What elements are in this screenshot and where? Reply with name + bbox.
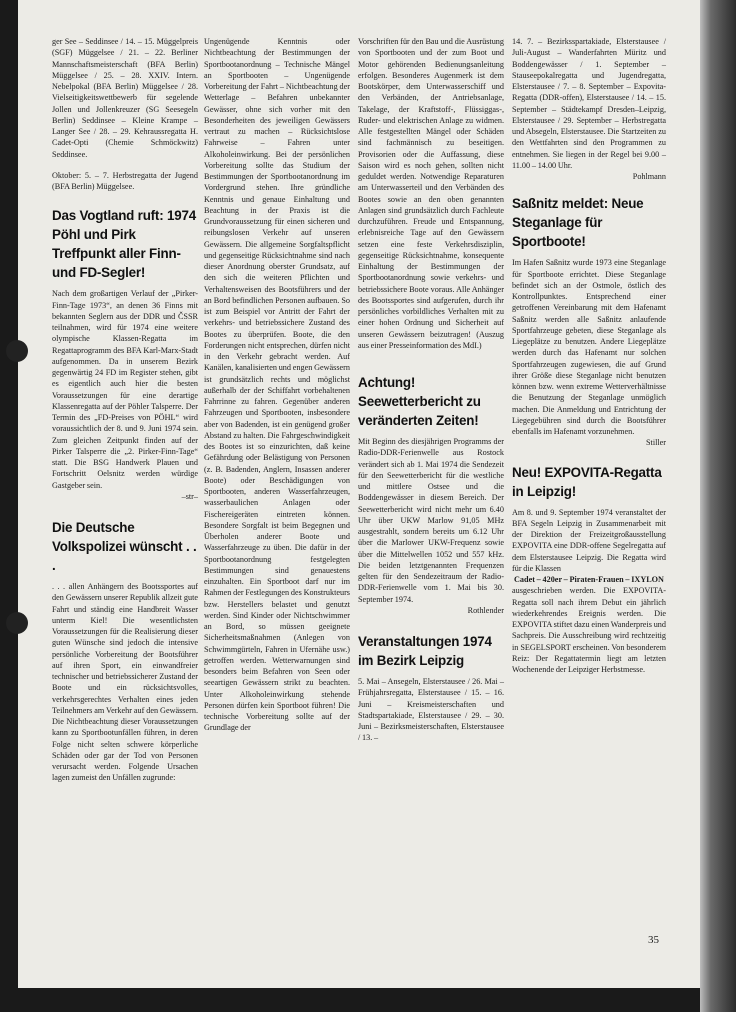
article-volkspolizei-continued (204, 36, 350, 734)
regatta-calendar-berlin (52, 36, 198, 160)
article-veranstaltungen-text: 5. Mai – Ansegeln, Elsterstausee / 26. Mai – Frühjahrsregatta, Elsterstausee / 15. – 16. Juni – Kreismeisterschaften und Stadtspartakiade, Elsterstausee / 29. – 30. Juni – Bezirksmeisterschaften, Elsterstausee / 13. – (358, 677, 504, 743)
article-expovita-text-1: Am 8. und 9. September 1974 veranstaltet der BFA Segeln Leipzig in Zusammenarbeit mit der Direktion der Freizeitgroßausstellung EXPOVITA eine DDR-offene Segelregatta auf dem Elsterstausee Leipzig. Die Regatta wird für die Klassen (512, 507, 666, 573)
article-expovita (512, 507, 666, 676)
headline-expovita: Neu! EXPOVITA-Regatta in Leipzig! (512, 464, 662, 499)
binder-hole-top (6, 340, 28, 362)
column-1 (52, 36, 198, 784)
article-veranstaltungen-continued (512, 36, 666, 182)
binder-hole-bottom (6, 612, 28, 634)
article-vogtland-signature: –str– (181, 491, 198, 501)
article-sassnitz-text: Im Hafen Saßnitz wurde 1973 eine Steganlage für Sportboote errichtet. Diese Steganlage befindet sich an der Ostmole, östlich des Kontrollpunktes. Entsprechend einer getroffenen Vereinbarung mit dem Hafenamt Saßnitz werden alle Saßnitz anlaufende Sportfahrzeuge gebeten, diese Steganlage als Liegeplätze zu benutzen. Andere Liegeplätze werden durch das Hafenamt nur solchen Sportfahrzeugen zugewiesen, die auf Grund ihrer Größe diese Steganlage nicht benutzen können bzw. wenn extreme Wetterverhältnisse die Benutzung der Steganlage unmöglich machen. Die Anmeldung und Entrichtung der Liegegebühren sind durch die Bootsführer ebenfalls im Hafenamt vorzunehmen. (512, 258, 666, 436)
article-volkspolizei-continued-text: Ungenügende Kenntnis oder Nichtbeachtung der Bestimmungen der Sportbootanordnung – Technische Mängel an Sportbooten – Ungenügende Vorbereitung der Fahrt – Nichtbeachtung der Wetterlage – Befahren unbekannter Gewässer, ohne sich vorher mit den Besonderheiten des jeweiligen Gewässers vertraut zu machen – Rücksichtslose Fahrweise – Fahren unter Alkoholeinwirkung. Bei der persönlichen Vorbereitung sollte das Studium der Bestimmungen der Sportbootanordnung im Vordergrund stehen. Ihre gründliche Kenntnis und genaue Einhaltung und Beachtung in der Praxis ist die Grundvoraussetzung für einen sicheren und reibungslosen Verkehr auf unseren Gewässern. Die allgemeine Sorgfaltspflicht und gegenseitige Rücksichtnahme sind nach dieser Anordnung oberster Grundsatz, auf den sich die weiteren Pflichten und Verhaltensweisen des Bootsführers und der an Bord befindlichen Personen aufbauen. So ist zum Beispiel vor Antritt der Fahrt der verkehrs- und betriebssichere Zustand des Bootes zu überprüfen. Boote, die den Forderungen nicht entsprechen, dürfen nicht in den Verkehr gebracht werden. Auf Kanälen, kanalisierten und engen Gewässern ist grundsätzlich rechts und möglichst außerhalb der der Schiffahrt vorbehaltenen Fahrrinne zu fahren. Gegenüber anderen Fahrzeugen und Sportbooten, insbesondere aber von Badenden, ist ein genügend großer Abstand zu halten. Die Fahrgeschwindigkeit des Bootes ist so einzurichten, daß keine Gefährdung oder Belästigung von Personen (z. B. Badenden, Anglern, Insassen anderer Boote) oder Beschädigungen von Sportbooten, anderen Wasserfahrzeugen, wasserbaulichen Anlagen oder Fischereigeräten eintreten können. Besondere Sorgfalt ist beim Begegnen und Überholen anderer Boote und Wasserfahrzeuge zu üben. Die dafür in der Sportbootanordnung festgelegten Bestimmungen sind genauestens einzuhalten. Ein Sportboot darf nur im Rahmen der Festlegungen des Konstrukteurs bzw. Herstellers belastet und genutzt werden. Sind Kinder oder Nichtschwimmer an Bord, so müssen geeignete Sicherheitsmaßnahmen (Anlegen von Schwimmgürteln, Fahren in Ufernähe usw.) getroffen werden. Wetterwarnungen sind besonders beim Befahren von Seen oder seeartigen Gewässern strikt zu beachten. Unter Alkoholeinwirkung stehende Personen dürfen kein Sportboot führen! Die technische Vorbereitung sollte auf der Grundlage der (204, 37, 350, 733)
column-2 (204, 36, 350, 734)
article-expovita-classes: Cadet – 420er – Piraten-Frauen – IXYLON (514, 575, 664, 584)
headline-vogtland: Das Vogtland ruft: 1974 Pöhl und Pirk Treffpunkt aller Finn- und FD-Segler! (52, 208, 196, 281)
calendar-text: ger See – Seddinsee / 14. – 15. Müggelpreis (SGF) Müggelsee / 21. – 22. Berliner Mannschaftsmeisterschaft (BFA Berlin) Müggelsee / 25. – 28. XXIV. Intern. Nebelpokal (BFA Berlin) Müggelsee / 28. Vielseitigkeitswettbewerb für segelende Jollen und Jollenkreuzer (SG Seesegeln Berlin) Seddinsee – Kleine Krampe – Langer See / 28. – 29. Kehraussregatta H. Cadet-Opti (Chemie Schmöckwitz) Seddinsee. (52, 37, 198, 159)
page-number: 35 (648, 934, 659, 946)
article-seewetterbericht-signature: Rothlender (467, 605, 504, 615)
article-volkspolizei (52, 581, 198, 784)
article-sassnitz (512, 257, 666, 448)
article-seewetterbericht-text: Mit Beginn des diesjährigen Programms der Radio-DDR-Ferienwelle aus Rostock verändert sich ab 1. Mai 1974 die Sendezeit für den Seewetterbericht für die westliche und mittlere Ostsee und die Boddengewässer in diesem Bereich. Der Seewetterbericht wird nicht mehr um 6.40 Uhr über UKW Marlow 91,05 MHz ausgestrahlt, sondern bereits um 6.12 Uhr über die Marlower UKW-Frequenz sowie über die Mittelwellen 1052 und 557 kHz. Die beiden letztgenannten Frequenzen gelten für den Sendezeitraum der Radio-DDR-Ferienwelle vom 1. Mai bis 30. September 1974. (358, 437, 504, 604)
column-3 (358, 36, 504, 744)
article-volkspolizei-end-text: Vorschriften für den Bau und die Ausrüstung von Sportbooten und der zum Boot und Motor gehörenden Bedienungsanleitung erfolgen. Besonderes Augenmerk ist dem Bootskörper, dem Unterwasserschiff und den Verbänden, der Antriebsanlage, Takelage, der Kraftstoff-, Flüssiggas-, Ruder- und elektrischen Anlage zu widmen. Alle festgestellten Mängel oder Schäden sind fachmännisch zu beseitigen. Provisorien oder die Auffassung, diese Saison wird es noch gehen, sollten nicht geduldet werden. Notwendige Reparaturen am Unterwasserteil und den Verbänden des Bootes sowie an den oben genannten Anlagen sind grundsätzlich durch Fachleute durchzuführen. Freude und Entspannung, erlebnisreiche Tage auf den Gewässern setzen eine feste Verkehrsdisziplin, gegenseitige Rücksichtnahme, konsequente Einhaltung der Bestimmungen der Sportbootanordnung sowie verkehrs- und betriebssichere Boote voraus. Alle Anhänger des Bootssportes sind aufgerufen, durch ihr persönliches vorbildliches Verhalten mit zu einer hohen Ordnung und Sicherheit auf unseren Gewässern beizutragen! (Auszug aus einer Presseinformation des MdI.) (358, 37, 504, 350)
oktober-entry (52, 170, 198, 193)
article-volkspolizei-end (358, 36, 504, 351)
headline-seewetterbericht: Achtung! Seewetterbericht zu veränderten Zeiten! (358, 375, 481, 428)
article-seewetterbericht (358, 436, 504, 616)
article-expovita-text-2: ausgeschrieben werden. Die EXPOVITA-Regatta soll nach ihrem Debut ein jährlich wiederkehrendes Ereignis werden. Die EXPOVITA stiftet dazu einen Wanderpreis und Sachpreis. Die Ausschreibung wird rechtzeitig in SEGELSPORT erscheinen. Von besonderem Reiz: Der Regattatermin liegt am letzten Wochenende der Leipziger Herbstmesse. (512, 586, 666, 674)
book-spine (700, 0, 736, 1012)
headline-volkspolizei: Die Deutsche Volkspolizei wünscht . . . (52, 520, 197, 573)
article-vogtland-text: Nach dem großartigen Verlauf der „Pirker-Finn-Tage 1973“, an denen 36 Finns mit bekannten Seglern aus der DDR und ČSSR teilnahmen, wird für 1974 eine weitere olympische Klassen-Regatta im Regattaprogramm des BFA Karl-Marx-Stadt aufgenommen. Da in unserem Bezirk gegenwärtig 24 FD im Register stehen, gibt es eigentlich auch hier die besten Voraussetzungen für eine derartige Klassenregatta auf der Pöhler Talsperre. Der Termin des „FD-Preises von PÖHL“ wird voraussichtlich der 8. und 9. Juni 1974 sein. Zum gleichen Zeitpunkt finden auf der Pirker Talsperre die „2. Pirker-Finn-Tage“ statt. Die BSG Handwerk Plauen und Fortschritt Oelsnitz werden würdige Gastgeber sein. (52, 289, 198, 490)
article-veranstaltungen (358, 676, 504, 744)
column-4 (512, 36, 666, 675)
oktober-text: Oktober: 5. – 7. Herbstregatta der Jugend (BFA Berlin) Müggelsee. (52, 170, 198, 191)
headline-veranstaltungen: Veranstaltungen 1974 im Bezirk Leipzig (358, 634, 492, 668)
headline-sassnitz: Saßnitz meldet: Neue Steganlage für Sportboote! (512, 196, 644, 250)
article-sassnitz-signature: Stiller (645, 438, 666, 448)
magazine-page (18, 0, 702, 988)
article-vogtland (52, 288, 198, 502)
article-volkspolizei-text: . . . allen Anhängern des Bootssportes auf den Gewässern unserer Republik allzeit gute Fahrt und ständig eine Handbreit Wasser unterm Kiel! Die wesentlichsten Voraussetzungen für die Realisierung dieser guten Wünsche sind jedoch die intensive persönliche Vorbereitung der Bootsführer auf ihren Sport, ein einwandfreier technischer und betriebssicherer Zustand der Boote und ein rücksichtsvolles, verkehrsgerechtes Verhalten eines jeden Teilnehmers am Verkehr auf den Gewässern. Die Nichtbeachtung dieser Voraussetzungen kann zu Sportbootunfällen führen, in deren Folge nicht selten schwere körperliche Schäden oder gar der Tod von Personen verursacht werden. Folgende Ursachen lagen zumeist den Unfällen zugrunde: (52, 582, 198, 783)
article-veranstaltungen-signature: Pohlmann (632, 172, 666, 181)
article-veranstaltungen-continued-text: 14. 7. – Bezirksspartakiade, Elsterstausee / Juli-August – Wanderfahrten Müritz und Boddengewässer / 1. September – Stauseepokalregatta und Jugendregatta, Elsterstausee / 7. – 8. September – Expovita-Regatta (DDR-offen), Elsterstausee / 14. – 15. September – Städtekampf Dresden–Leipzig, Elsterstausee / 29. September – Herbstregatta und Absegeln, Elsterstausee. Die Startzeiten zu den Wettfahrten sind den Programmen zu entnehmen. Sie liegen in der Regel bei 9.00 – 11.00 – 14.00 Uhr. (512, 37, 666, 170)
